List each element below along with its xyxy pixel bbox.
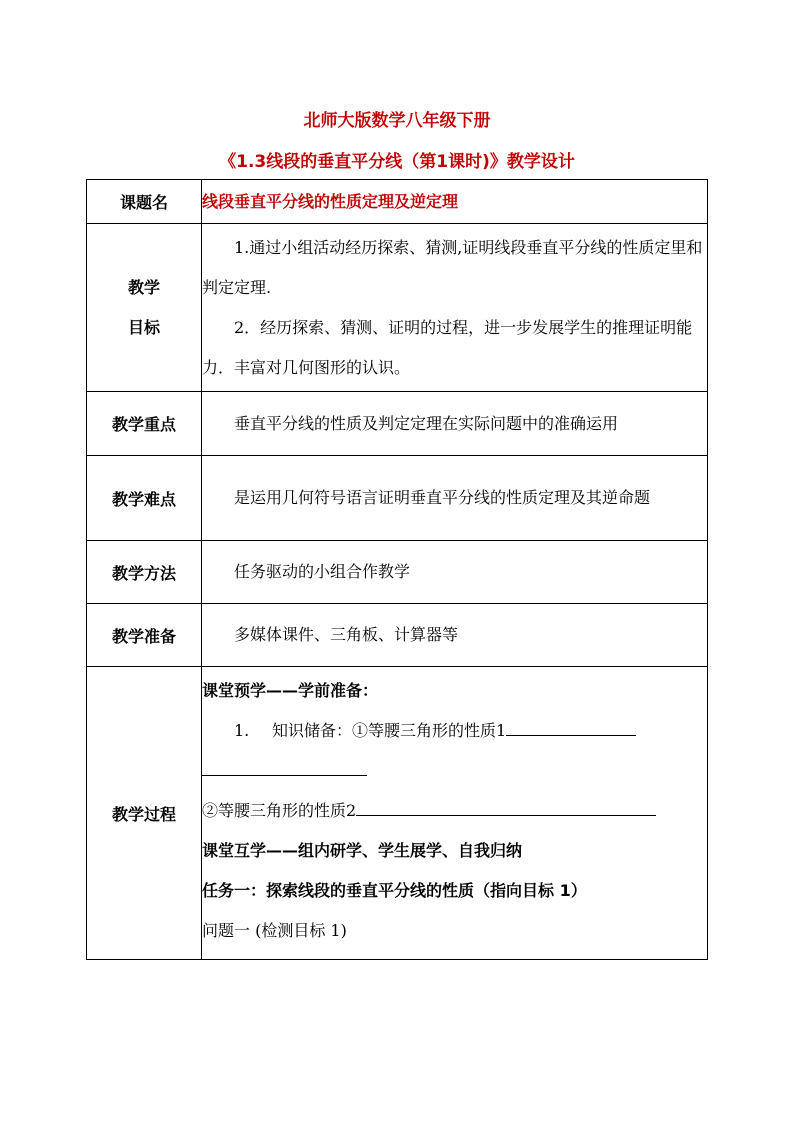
methods-value: 任务驱动的小组合作教学 [234, 562, 411, 581]
process-cell [202, 667, 708, 960]
table-row-preparation [87, 604, 708, 667]
table-row-difficulties [87, 456, 708, 541]
property2-line [202, 791, 707, 831]
question1: 问题一 (检测目标 1) [202, 921, 347, 940]
knowledge-text: 知识储备：①等腰三角形的性质1 [272, 721, 507, 740]
preparation-value: 多媒体课件、三角板、计算器等 [234, 625, 459, 644]
preview-heading: 课堂预学——学前准备： [202, 681, 379, 700]
objectives-label [87, 224, 202, 392]
property2-blank[interactable] [356, 797, 656, 816]
objective-item-2: 2．经历探索、猜测、证明的过程，进一步发展学生的推理证明能力．丰富对几何图形的认识。 [202, 317, 693, 377]
table-row-process [87, 667, 708, 960]
process-label: 教学过程 [87, 667, 202, 960]
document-title: 北师大版数学八年级下册 [303, 111, 491, 131]
preparation-label: 教学准备 [87, 604, 202, 667]
property1-blank-continued[interactable] [202, 757, 367, 776]
knowledge-line [202, 711, 707, 751]
knowledge-number: 1. [234, 721, 250, 740]
difficulties-label: 教学难点 [87, 456, 202, 541]
methods-label: 教学方法 [87, 541, 202, 604]
methods-cell [202, 541, 708, 604]
objectives-label-line2: 目标 [127, 317, 160, 337]
document-subtitle: 《1.3线段的垂直平分线（第1课时)》教学设计 [219, 152, 575, 172]
lesson-plan-table [86, 179, 708, 960]
property2-text: ②等腰三角形的性质2 [202, 801, 357, 820]
objectives-cell [202, 224, 708, 392]
topic-label: 课题名 [87, 180, 202, 224]
task1-heading: 任务一：探索线段的垂直平分线的性质（指向目标 1） [202, 881, 587, 900]
continuation-line [202, 751, 707, 791]
key-points-value: 垂直平分线的性质及判定定理在实际问题中的准确运用 [234, 413, 619, 433]
key-points-cell [202, 392, 708, 456]
table-row-objectives [87, 224, 708, 392]
property1-blank[interactable] [506, 717, 636, 736]
table-row-methods [87, 541, 708, 604]
topic-value: 线段垂直平分线的性质定理及逆定理 [202, 191, 459, 211]
table-row-key-points [87, 392, 708, 456]
topic-cell [202, 180, 708, 224]
objective-item-1: 1.通过小组活动经历探索、猜测,证明线段垂直平分线的性质定里和判定定理. [202, 237, 703, 297]
interaction-heading: 课堂互学——组内研学、学生展学、自我归纳 [202, 841, 523, 860]
objectives-label-line1: 教学 [127, 277, 160, 297]
preparation-cell [202, 604, 708, 667]
table-row-topic [87, 180, 708, 224]
difficulties-cell [202, 456, 708, 541]
difficulties-value: 是运用几何符号语言证明垂直平分线的性质定理及其逆命题 [234, 488, 651, 507]
key-points-label: 教学重点 [87, 392, 202, 456]
